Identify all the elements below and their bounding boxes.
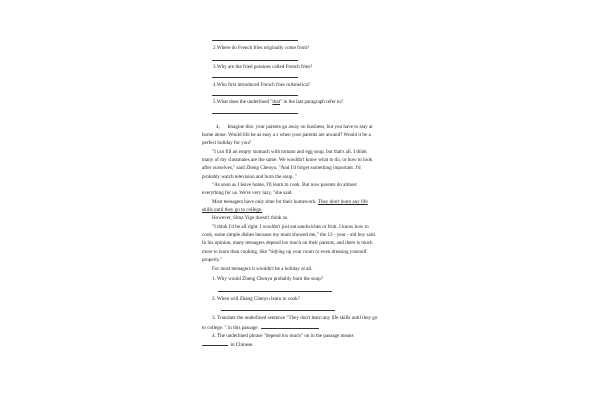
answer-line xyxy=(218,291,332,292)
passage-line-2: home alone. Would life be as easy a s when your parents are around? Would it be a xyxy=(202,132,371,138)
passage-line-6: after ourselves," said Zheng Chenyu. "And I'd forget something important. I'd xyxy=(202,165,361,171)
passage-line-10: Most teenagers have only time for their homework. They don't learn any life xyxy=(212,199,368,205)
passage-line-14: cook, some simple dishes because my mum showed me," the 13 - year - old boy said. xyxy=(202,232,376,238)
passage-line-9: everything for us. We're very lazy, "she said. xyxy=(202,190,293,196)
answer-line xyxy=(221,310,335,311)
passage-line-12: However, Sima Yige doesn't think so. xyxy=(212,215,289,221)
passage-line-18: For most teenagers it wouldn't be a holiday at all. xyxy=(212,266,313,272)
passage-line-8: "As soon as I leave home, I'll learn to cook. But now parents do almost xyxy=(212,182,357,188)
answer-blank[interactable] xyxy=(261,324,319,329)
bottom-question-4-cont: in Chinese. xyxy=(202,341,253,348)
passage-line-4: "I can fill an empty stomach with tomato and egg soup, but that's all. I think xyxy=(212,149,367,155)
answer-line xyxy=(212,77,298,78)
passage-number: 4、 xyxy=(216,124,224,130)
passage-line-17: properly." xyxy=(202,257,223,263)
answer-line xyxy=(212,113,298,114)
passage-line-13: "I think I'd be all right. I wouldn't just eat sandwiches or fruit. I know how to xyxy=(212,224,369,230)
passage-line-5: many of my classmates are the same. We wouldn't know what to do, or how to look xyxy=(202,157,373,163)
bottom-question-3: 3. Translate the underlined sentence "They don't learn any life skills until they go xyxy=(212,315,378,321)
bottom-question-3-cont: to college. " in this passage. xyxy=(202,324,319,331)
bottom-question-4: 4. The underlined phrase "depend too much" on in the passage means xyxy=(212,333,354,339)
answer-line xyxy=(212,95,298,96)
underlined-sentence: They don't learn any life xyxy=(317,199,368,205)
underlined-sentence-end: skills until they go to college. xyxy=(202,207,263,213)
question-5-pre: 5.What does the underlined " xyxy=(213,99,273,105)
answer-line xyxy=(212,40,298,41)
passage-line-15: In his opinion, many teenagers depend too much on their parents, and there is much xyxy=(202,240,373,246)
answer-blank[interactable] xyxy=(202,341,228,346)
answer-line xyxy=(212,60,298,61)
question-5-post: " in the last paragraph refer to? xyxy=(280,99,344,105)
passage-line-3: perfect holiday for you? xyxy=(202,140,252,146)
question-5 xyxy=(213,99,343,105)
question-3: 3.Why are the fried potatoes called French fries? xyxy=(213,64,313,70)
passage-line-7: probably watch television and burn the soup. " xyxy=(202,174,297,180)
bottom-question-1: 1. Why would Zheng Chenyu probably burn the soup? xyxy=(212,276,323,282)
passage-line-1: 4、 Imagine this: your parents go away on business, but you have to stay at xyxy=(216,124,373,130)
question-4: 4.Who first introduced French fries toAmerica? xyxy=(213,82,311,88)
question-5-underlined: that xyxy=(272,99,281,105)
bottom-question-2: 2. When will Zhang Chenyu learn to cook? xyxy=(212,296,300,302)
passage-line-16: more to learn than cooking, like "tidying up your room or even dressing yourself xyxy=(202,249,367,255)
question-2: 2.Where do French fries originally come from? xyxy=(213,45,310,51)
